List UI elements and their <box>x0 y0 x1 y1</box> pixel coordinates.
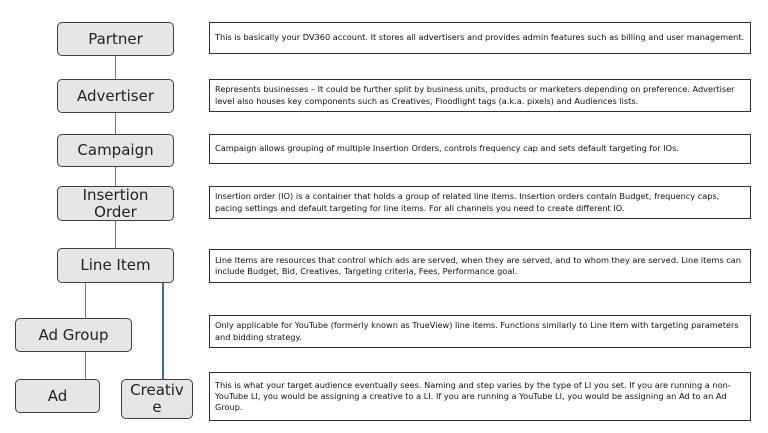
ad-group-description-text: Only applicable for YouTube (formerly known as TrueView) line items. Functions similarly to Line Item with targeting parameters and bidding strategy. <box>215 320 739 342</box>
connector-line-item-ad-group <box>85 283 86 318</box>
partner-node <box>57 22 174 56</box>
connector-advertiser-campaign <box>115 113 116 134</box>
ad-creative-description <box>209 372 751 421</box>
connector-ad-group-ad <box>85 352 86 379</box>
partner-description <box>209 22 751 54</box>
insertion-order-description <box>209 186 751 219</box>
partner-description-text: This is basically your DV360 account. It stores all advertisers and provides admin features such as billing and user management. <box>215 32 745 43</box>
connector-line-item-creative <box>162 283 164 379</box>
insertion-order-description-text: Insertion order (IO) is a container that holds a group of related line items. Insertion orders contain Budget, frequency caps, pacing settings and default targeting for line items. For all channels you need to create different IO. <box>215 191 720 213</box>
insertion-order-node <box>57 186 174 221</box>
campaign-label: Campaign <box>77 141 154 160</box>
campaign-description <box>209 134 751 164</box>
ad-group-description <box>209 315 751 348</box>
line-item-description-text: Line Items are resources that control which ads are served, when they are served, and to whom they are served. Line items can include Budget, Bid, Creatives, Targeting criteria, Fees, Performance goal. <box>215 254 741 276</box>
creative-node <box>121 379 193 419</box>
insertion-order-label-line2: Order <box>94 202 137 221</box>
advertiser-label: Advertiser <box>76 86 155 105</box>
ad-group-label: Ad Group <box>38 325 109 344</box>
creative-label-line1: Creativ <box>130 381 184 400</box>
campaign-node <box>57 134 174 167</box>
advertiser-description <box>209 79 751 112</box>
line-item-node <box>57 248 174 283</box>
connector-insertion-order-line-item <box>115 221 116 248</box>
advertiser-node <box>57 79 174 113</box>
creative-label-line2: e <box>152 398 162 416</box>
partner-label: Partner <box>88 29 143 48</box>
connector-partner-advertiser <box>115 56 116 79</box>
ad-label: Ad <box>47 386 68 405</box>
connector-campaign-insertion-order <box>115 167 116 186</box>
line-item-description <box>209 249 751 283</box>
ad-node <box>15 379 100 413</box>
campaign-description-text: Campaign allows grouping of multiple Insertion Orders, controls frequency cap and sets default targeting for IOs. <box>215 143 679 154</box>
ad-creative-description-text: This is what your target audience eventually sees. Naming and step varies by the type of LI you set. If you are running a non-YouTube LI, you would be assigning a creative to a LI. If you are running a YouTube LI, you would be assigning an Ad to an Ad Group. <box>215 379 731 413</box>
advertiser-description-text: Represents businesses – It could be further split by business units, products or marketers depending on preference. Advertiser level also houses key components such as Creatives, Floodlight tags (a.k.a. pixels) and Audiences lists. <box>215 84 735 106</box>
insertion-order-label-line1: Insertion <box>82 185 149 204</box>
line-item-label: Line Item <box>80 256 151 275</box>
ad-group-node <box>15 318 132 352</box>
